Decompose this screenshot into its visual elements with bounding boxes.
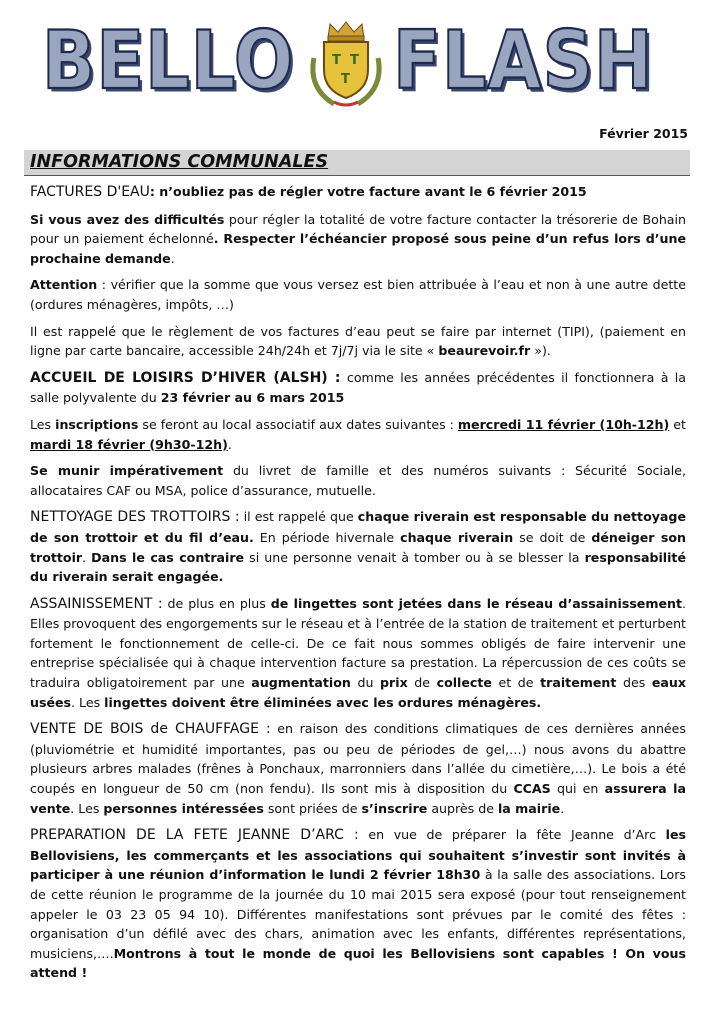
crest-letter-1: T	[332, 53, 341, 68]
water-bill-heading: FACTURES D'EAU: n’oubliez pas de régler votre facture avant le 6 février 2015	[30, 184, 587, 200]
crest-letter-3: T	[341, 72, 350, 87]
firewood-sale-paragraph: VENTE DE BOIS de CHAUFFAGE : en raison des conditions climatiques de ces dernières années (pluviométrie et humidité importantes, pas ou peu de périodes de gel,…) nous avons du abattre plusieurs arbres malades (frênes à Ponchaux, marronniers dans l’allée du cimetière,…). Le bois a été coupés en longueur de 50 cm (non fendu). Ils sont mis à disposition du CCAS qui en assurera la vente. Les personnes intéressées sont priées de s’inscrire auprès de la mairie.	[30, 721, 686, 816]
leisure-center-paragraph-3: Se munir impérativement du livret de famille et des numéros suivants : Sécurité Sociale, allocataires CAF ou MSA, police d’assurance, mutuelle.	[30, 463, 686, 498]
joan-of-arc-festival-paragraph: PREPARATION DE LA FETE JEANNE D’ARC : en vue de préparer la fête Jeanne d’Arc les Bellovisiens, les commerçants et les associations qui souhaitent s’investir sont invités à participer à une réunion d’information le lundi 2 février 18h30 à la salle des associations. Lors de cette réunion le programme de la journée du 10 mai 2015 sera exposé (pour tout renseignement appeler le 03 23 05 94 10). Différentes manifestations sont prévues par le comité des fêtes : organisation d’un défilé avec des chars, animation avec les enfants, différentes représentations, musiciens,….Montrons à tout le monde de quoi les Bellovisiens sont capables ! On vous attend !	[30, 827, 686, 981]
water-bill-paragraph-2: Attention : vérifier que la somme que vous versez est bien attribuée à l’eau et non à une autre dette (ordures ménagères, impôts, …)	[30, 277, 686, 312]
water-bill-paragraph-3: Il est rappelé que le règlement de vos factures d’eau peut se faire par internet (TIPI), (paiement en ligne par carte bancaire, accessible 24h/24h et 7j/7j via le site « beaurevoir.fr »).	[30, 323, 686, 359]
masthead-title-right: FLASH	[393, 13, 654, 108]
leisure-center-paragraph-1: ACCUEIL DE LOISIRS D’HIVER (ALSH) : comme les années précédentes il fonctionnera à la salle polyvalente du 23 février au 6 mars 2015	[30, 369, 687, 406]
banner-title: INFORMATIONS COMMUNALES	[30, 152, 329, 172]
masthead	[38, 14, 688, 110]
sidewalk-cleaning-paragraph: NETTOYAGE DES TROTTOIRS : il est rappelé que chaque riverain est responsable du nettoyage de son trottoir et du fil d’eau. En période hivernale chaque riverain se doit de déneiger son trottoir. Dans le cas contraire si une personne venait à tomber ou à se blesser la responsabilité du riverain serait engagée.	[30, 509, 686, 585]
article-body	[30, 182, 686, 990]
coat-of-arms-icon	[304, 18, 388, 110]
sanitation-paragraph: ASSAINISSEMENT : de plus en plus de lingettes sont jetées dans le réseau d’assainissement. Elles provoquent des engorgements sur le réseau et à l’entrée de la station de traitement et perturbent fortement le fonctionnement de celle-ci. De ce fait nous sommes obligés de faire intervenir une entreprise spécialisée qui à chaque intervention facture sa prestation. La répercussion de ces coûts se traduira obligatoirement par une augmentation du prix de collecte et de traitement des eaux usées. Les lingettes doivent être éliminées avec les ordures ménagères.	[30, 595, 687, 710]
issue-date: Février 2015	[599, 126, 688, 141]
section-banner	[24, 150, 690, 176]
water-bill-paragraph-1: Si vous avez des difficultés pour régler la totalité de votre facture contacter la trésorerie de Bohain pour un paiement échelonné. Respecter l’échéancier proposé sous peine d’un refus lors d’une prochaine demande.	[30, 211, 686, 266]
crest-letter-2: T	[350, 53, 359, 68]
leisure-center-paragraph-2: Les inscriptions se feront au local associatif aux dates suivantes : mercredi 11 février (10h-12h) et mardi 18 février (9h30-12h).	[30, 416, 686, 452]
masthead-title-left: BELLO	[42, 13, 295, 108]
